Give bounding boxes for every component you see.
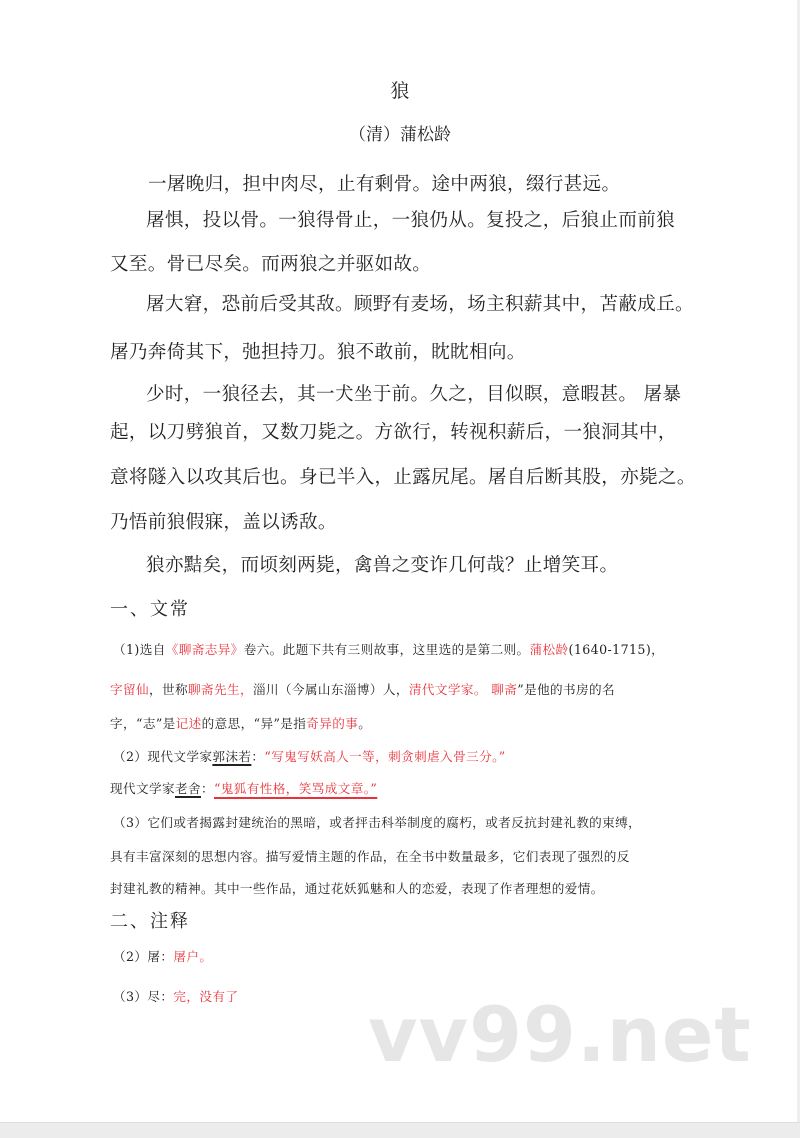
page-bottom-bar	[0, 1122, 800, 1138]
annotation-item: （2）屠：屠户。	[113, 949, 213, 964]
text-line: 屠惧，投以骨。一狼得骨止，一狼仍从。复投之，后狼止而前狼	[146, 210, 676, 231]
note-3-line: 具有丰富深刻的思想内容。描写爱情主题的作品，在全书中数量最多，它们表现了强烈的反	[110, 849, 630, 864]
text-line: 又至。骨已尽矣。而两狼之并驱如故。	[110, 254, 432, 275]
annotation-item: （3）尽：完，没有了	[113, 989, 239, 1004]
author: （清）蒲松龄	[349, 125, 451, 145]
text-line: 少时，一狼径去，其一犬坐于前。久之，目似瞑，意暇甚。 屠暴	[146, 384, 682, 405]
document-title: 狼	[390, 80, 410, 102]
text-line: 狼亦黠矣，而顷刻两毙，禽兽之变诈几何哉？止增笑耳。	[146, 555, 619, 576]
note-1-line-1: （1)选自《聊斋志异》卷六。此题下共有三则故事，这里选的是第二则。蒲松龄(1640-1715)，	[113, 642, 665, 657]
watermark: vv99.net	[368, 990, 752, 1079]
text-line: 一屠晚归，担中肉尽，止有剩骨。途中两狼，缀行甚远。	[148, 174, 621, 195]
note-2: （2）现代文学家郭沫若：“写鬼写妖高人一等，刺贪刺虐入骨三分。”	[113, 749, 506, 764]
note-3-line: （3）它们或者揭露封建统治的黑暗，或者抨击科举制度的腐朽，或者反抗封建礼教的束缚，	[113, 815, 642, 830]
note-1-line-2: 字留仙，世称聊斋先生，淄川（今属山东淄博）人，清代文学家。 聊斋”是他的书房的名	[110, 682, 616, 697]
text-line: 屠大窘，恐前后受其敌。顾野有麦场，场主积薪其中，苫蔽成丘。	[146, 294, 694, 315]
note-1-line-3: 字，“志”是记述的意思，“异”是指奇异的事。	[110, 716, 372, 731]
section-heading: 一、文常	[110, 599, 190, 620]
section-heading: 二、注释	[110, 911, 190, 932]
text-line: 起，以刀劈狼首，又数刀毙之。方欲行，转视积薪后，一狼洞其中，	[110, 422, 677, 443]
note-2b: 现代文学家老舍：“鬼狐有性格，笑骂成文章。”	[110, 781, 378, 796]
text-line: 意将隧入以攻其后也。身已半入，止露尻尾。屠自后断其股，亦毙之。	[110, 467, 696, 488]
text-line: 乃悟前狼假寐，盖以诱敌。	[110, 512, 337, 533]
text-line: 屠乃奔倚其下，弛担持刀。狼不敢前，眈眈相向。	[110, 342, 526, 363]
note-3-line: 封建礼教的精神。其中一些作品，通过花妖狐魅和人的恋爱，表现了作者理想的爱情。	[110, 881, 604, 896]
